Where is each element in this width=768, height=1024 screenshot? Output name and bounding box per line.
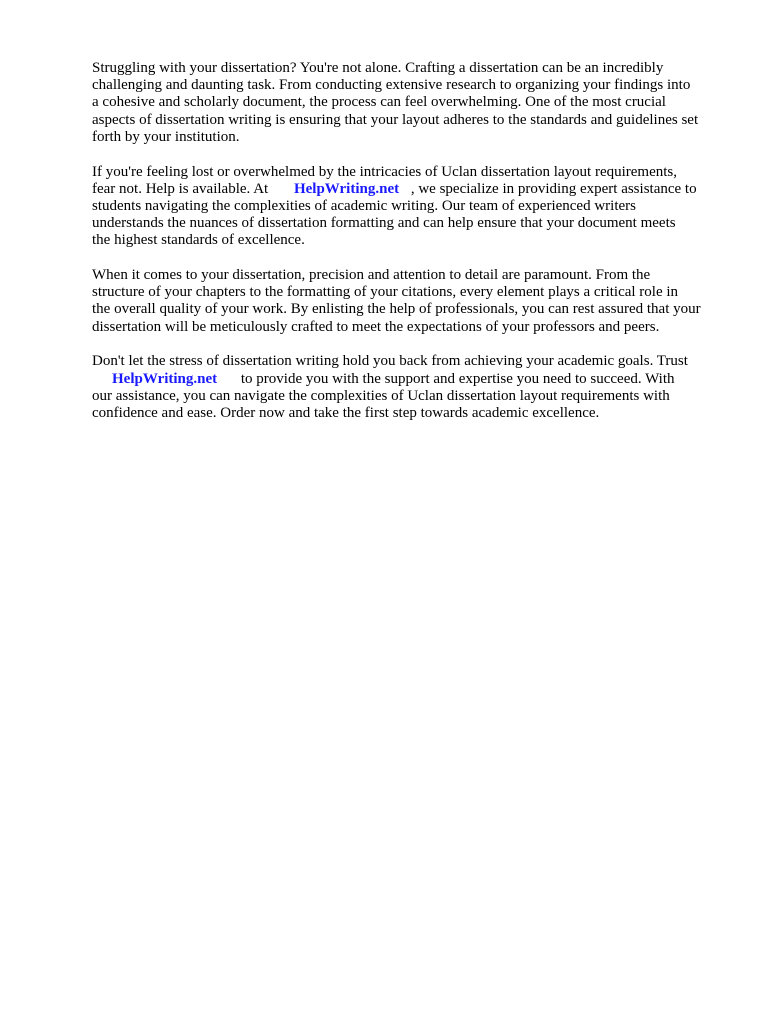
text-line: dissertation will be meticulously crafted to meet the expectations of your professors and peers. (92, 318, 660, 335)
text-line: students navigating the complexities of academic writing. Our team of experienced writers (92, 197, 636, 214)
text-line: aspects of dissertation writing is ensuring that your layout adheres to the standards and guidelines set (92, 111, 699, 128)
text-line: the highest standards of excellence. (92, 232, 305, 249)
text-line: Struggling with your dissertation? You're not alone. Crafting a dissertation can be an incredibly (92, 60, 664, 76)
text-line: our assistance, you can navigate the complexities of Uclan dissertation layout requirements with (92, 387, 670, 404)
text-line: a cohesive and scholarly document, the process can feel overwhelming. One of the most crucial (92, 94, 666, 111)
paragraph-help (92, 164, 732, 250)
document-page (92, 60, 732, 440)
text-line: understands the nuances of dissertation formatting and can help ensure that your document meets (92, 215, 676, 232)
helpwriting-link[interactable]: HelpWriting.net (112, 370, 218, 387)
helpwriting-link[interactable]: HelpWriting.net (293, 180, 400, 197)
paragraph-closing (92, 353, 732, 422)
text-line: forth by your institution. (92, 128, 240, 145)
paragraph-intro (92, 60, 732, 146)
text-segment: , we specialize in providing expert assistance to (407, 180, 697, 197)
text-line: confidence and ease. Order now and take the first step towards academic excellence. (92, 404, 600, 421)
text-line: If you're feeling lost or overwhelmed by the intricacies of Uclan dissertation layout requirements, (92, 163, 678, 180)
text-line: structure of your chapters to the formatting of your citations, every element plays a critical role in (92, 284, 679, 301)
text-segment: to provide you with the support and expertise you need to succeed. With (237, 370, 675, 387)
text-line-with-link (92, 181, 732, 198)
text-line: the overall quality of your work. By enlisting the help of professionals, you can rest assured that your (92, 301, 701, 318)
paragraph-precision (92, 267, 732, 336)
text-line: challenging and daunting task. From conducting extensive research to organizing your findings into (92, 77, 691, 94)
text-segment: fear not. Help is available. At (92, 180, 272, 197)
text-line-with-link (92, 371, 732, 388)
text-line: Don't let the stress of dissertation writing hold you back from achieving your academic goals. Trust (92, 353, 688, 370)
text-line: When it comes to your dissertation, precision and attention to detail are paramount. From the (92, 267, 651, 284)
